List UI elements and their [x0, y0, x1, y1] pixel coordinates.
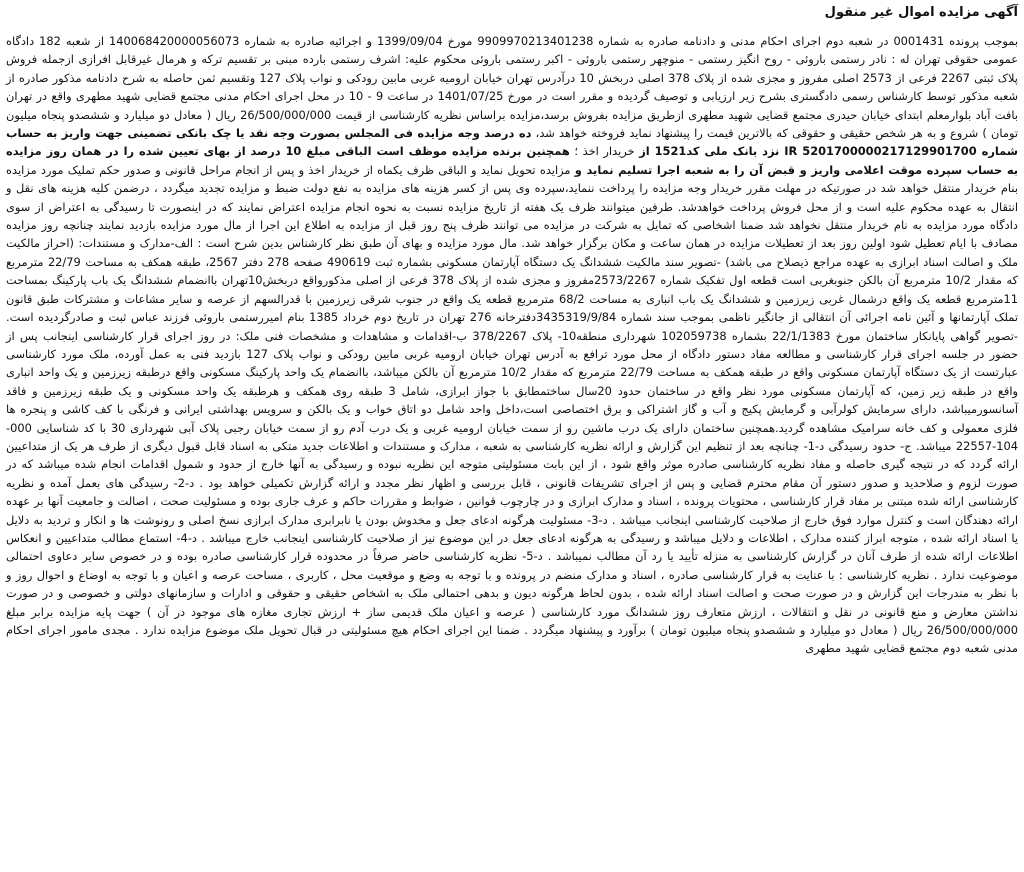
notice-body — [6, 32, 1018, 658]
notice-paragraph-1: بموجب پرونده 0001431 در شعبه دوم اجرای احکام مدنی و دادنامه صادره به شماره 9909970213401238 مورخ 1399/09/04 و اجرائیه صادره به شماره 140068420000056073 از شعبه 182 دادگاه عمومی حقوقی تهران له : نادر رستمی باروئی - روح انگیز رستمی - منوچهر رستمی باروئی - اکبر رستمی باروئی محکوم علیه: اشرف رستمی بارده مبنی بر تقسیم ترکه و هرمال غیرقابل افرازی ازجمله فروش پلاک ثبتی 2267 فرعی از 2573 اصلی مفروز و مجزی شده از پلاک 378 اصلی دربخش 10 درآدرس تهران خیابان ارومیه غربی مابین رودکی و نواب پلاک 127 وتقسیم ثمن حاصله به شرح دادنامه مذکور صادره از شعبه مذکور توسط کارشناس رسمی دادگستری بشرح زیر ارزیابی و توصیف گردیده و مقرر است در مورخ 1401/07/25 در ساعت 9 - 10 در محل اجرای احکام مدنی مجتمع قضایی شهید مطهری واقع در تهران بافت آباد بلوارمعلم ابتدای خیابان حیدری مجتمع قضایی شهید مطهری ازطریق مزایده بفروش برسد،مزایده براساس نظریه کارشناسی از قیمت 26/500/000/000 ریال ( معادل دو میلیارد و ششصدو پنجاه میلیون تومان ) شروع و به هر شخص حقیقی و حقوقی که بالاترین قیمت را پیشنهاد نماید فروخته خواهد شد، — [6, 34, 1018, 141]
notice-paragraph-3: مزایده تحویل نماید و الباقی ظرف یکماه از خریدار اخذ و پس از انجام مراحل قانونی و صدور حکم تملیک مورد مزایده بنام خریدار منتقل خواهد شد در صورتیکه در مهلت مقرر خریدار وجه مزایده را پرداخت ننماید،سپرده وی پس از کسر هزینه های مزایده به نفع دولت ضبط و مزایده تجدید میگردد ، درضمن کلیه هزینه های نقل و انتقال به عهده محکوم علیه است و از محل فروش پرداخت خواهدشد. طرفین میتوانند ظرف یک هفته از تاریخ مزایده نسبت به نحوه انجام مزایده اعتراض نمایند که در اینصورت تا رسیدگی به اعتراض از سوی دادگاه مورد مزایده به نام خریدار منتقل نخواهد شد ضمنا اشخاصی که تمایل به شرکت در مزایده می توانند ظرف پنج روز قبل از مزایده به اطلاع این اجرا از مال مورد مزایده بازدید نمایند چنانچه روز مزایده مصادف با ایام تعطیل شود اولین روز بعد از تعطیلات مزایده در همان ساعت و مکان برگزار خواهد شد. مال مورد مزایده و بهای آن طبق نظر کارشناس بدین شرح است : الف-مدارک و مستندات: (احراز مالکیت ملک و اصالت اسناد ابرازی به عهده مراجع ذیصلاح می باشد) -تصویر سند مالکیت ششدانگ یک دستگاه آپارتمان مسکونی بشماره ثبت 490619 صفحه 278 دفتر 2567، طبقه همکف به مساحت 22/79 مترمربع که مقدار 10/2 مترمربع آن بالکن جنوبغربی است قطعه اول تفکیک شماره 2573/2267مفروز و مجزی شده از پلاک 378 فرعی از اصلی مذکورواقع دربخش10تهران باانضمام ششدانگ یک باب پارکینگ بمساحت 11مترمربع قطعه یک واقع درشمال غربی زیرزمین و ششدانگ یک باب انباری به مساحت 68/2 مترمربع قطعه یک واقع در جنوب شرقی زیرزمین با قدرالسهم از عرصه و سایر مشاعات و مشترکات طبق قانون تملک آپارتمانها و آئین نامه اجرائی آن انتقالی از جانگیر ناظمی بموجب سند شماره 3435319/9/84دفترخانه 276 تهران در تاریخ دوم خرداد 1385 بنام امیررستمی باروئی فرزند عباس ثبت و صادرگردیده است. -تصویر گواهی پایانکار ساختمان مورخ 22/1/1383 بشماره 102059738 شهرداری منطقه10- پلاک 378/2267 ب-اقدامات و مشاهدات و مشخصات فنی ملک: در روز اجرای قرار کارشناسی اینجانب پس از حضور در جلسه اجرای قرار کارشناسی و مطالعه مفاد دستور دادگاه از محل مورد ترافع به آدرس تهران خیابان ارومیه غربی مابین رودکی و نواب پلاک 127 بازدید فنی به عمل آورده، ملک مورد کارشناسی عبارتست از یک دستگاه آپارتمان مسکونی واقع در طبقه همکف به مساحت 22/79 مترمربع که مقدار 10/2 مترمربع آن بالکن میباشد، باانضمام یک واحد پارکینگ مسکونی واقع درطبقه زیرزمین و یک واحد انباری واقع در طبقه زیر زمین، که آپارتمان مسکونی مورد نظر واقع در ساختمان حدود 20سال ساختمطابق با جواز ابرازی، شامل 3 طبقه روی همکف و هرطبقه یک واحد مسکونی و یک طبقه زیرزمین و فاقد آسانسورمیباشد، دارای سرمایش کولرآبی و گرمایش پکیج و آب و گاز اشتراکی و برق اختصاصی است،داخل واحد شامل دو اتاق خواب و یک بالکن و سرویس بهداشتی ایرانی و فرنگی با کف کاشی و پنجره ها فلزی معمولی و کف خانه سرامیک مشاهده گردید.همچنین ساختمان دارای یک درب ماشین رو از سمت خیابان ارومیه غربی و یک درب آدم رو از سمت خیابان رجبی پلاک آبی شهرداری 30 با کد شناسایی 000-104-22557 میباشد. ج- حدود رسیدگی د-1- چنانچه بعد از تنظیم این گزارش و ارائه نظریه کارشناسی به شعبه ، مدارک و مستندات و اطلاعات جدید متکی به اسناد قابل قبول دیگری از طرف هر یک از متداعیین ارائه گردد که در نتیجه گیری حاصله و مفاد نظریه کارشناسی صادره موثر واقع شود ، از این بابت مسئولیتی متوجه این نظریه نبوده و رسیدگی به آنها خارج از حدود و شمول اقدامات انجام شده میباشد که در صورت لزوم و صلاحدید و صدور دستور آن مقام محترم قضایی و پس از اجرای تشریفات قانونی ، قابل بررسی و اظهار نظر مجدد و ارائه گزارش تکمیلی خواهد بود . د-2- رسیدگی های بعمل آمده و نظریه کارشناسی ارائه شده مبتنی بر مفاد قرار کارشناسی ، محتویات پرونده ، اسناد و مدارک ابرازی و در چارچوب قوانین ، ضوابط و مقررات حاکم و عرف جاری بوده و مسئولیت صحت ، اصالت و جامعیت آنها بر عهده ارائه دهندگان است و کنترل موارد فوق خارج از صلاحیت کارشناسی اینجانب میباشد . د-3- مسئولیت هرگونه ادعای جعل و مخدوش بودن یا نابرابری مدارک ابرازی نسخ اصلی و رونوشت ها و انکار و تردید به دلایل یا اسناد ارائه شده ، متوجه ابراز کننده مدارک ، اطلاعات و دلایل میباشد و رسیدگی به هرگونه ادعای جعل در این موضوع نیز از صلاحیت کارشناسی اینجانب خارج میباشد . د-4- استماع مطالب متداعیین و انعکاس اطلاعات ارائه شده از طرف آنان در گزارش کارشناسی به منزله تأیید یا رد آن مطالب نمیباشد . د-5- نظریه کارشناسی حاضر صرفاً در محدوده قرار کارشناسی صادره بوده و در خصوص سایر دعاوی احتمالی موضوعیت ندارد . نظریه کارشناسی : با عنایت به قرار کارشناسی صادره ، اسناد و مدارک منضم در پرونده و با توجه به وضع و موقعیت محل ، کاربری ، مساحت عرصه و اعیان و با توجه به اوضاع و احوال روز و با نظر به مندرجات این گزارش و در صورت صحت و اصالت اسناد ارائه شده ، بدون لحاظ هرگونه دیون و بدهی احتمالی ملک به اشخاص حقیقی و حقوقی و ادارات و سازمانهای دولتی و خصوصی و در صورت نداشتن معارض و منع قانونی در نقل و انتقالات ، ارزش متعارف روز ششدانگ مورد کارشناسی ( عرصه و اعیان ملک قدیمی ساز + ارزش تجاری مغازه های موجود در آن ) جهت پایه مزایده برابر مبلغ 26/500/000/000 ریال ( معادل دو میلیارد و ششصدو پنجاه میلیون تومان ) برآورد و پیشنهاد میگردد . ضمنا این اجرای احکام هیچ مسئولیتی در قبال تحویل ملک موضوع مزایده ندارد . مجدی مامور اجرای احکام مدنی شعبه دوم مجتمع قضایی شهید مطهری — [6, 162, 1018, 656]
notice-paragraph-2: خریدار اخذ ؛ — [574, 144, 635, 159]
notice-bold-deposit: ده درصد وجه مزایده فی المجلس بصورت وجه نقد یا چک بانکی تضمینی جهت واریز به حساب شماره 5201700000217129901700 IR نزد بانک ملی کد1521 از — [6, 126, 1018, 159]
notice-bold-winner: همچنین برنده مزایده موظف است الباقی مبلغ 10 درصد از بهای تعیین شده را در همان روز مزایده به حساب سپرده موقت اعلامی واریز و قبض آن را به شعبه اجرا تسلیم نماید و — [6, 144, 1019, 177]
notice-title: آگهی مزایده اموال غیر منقول — [824, 5, 1018, 20]
